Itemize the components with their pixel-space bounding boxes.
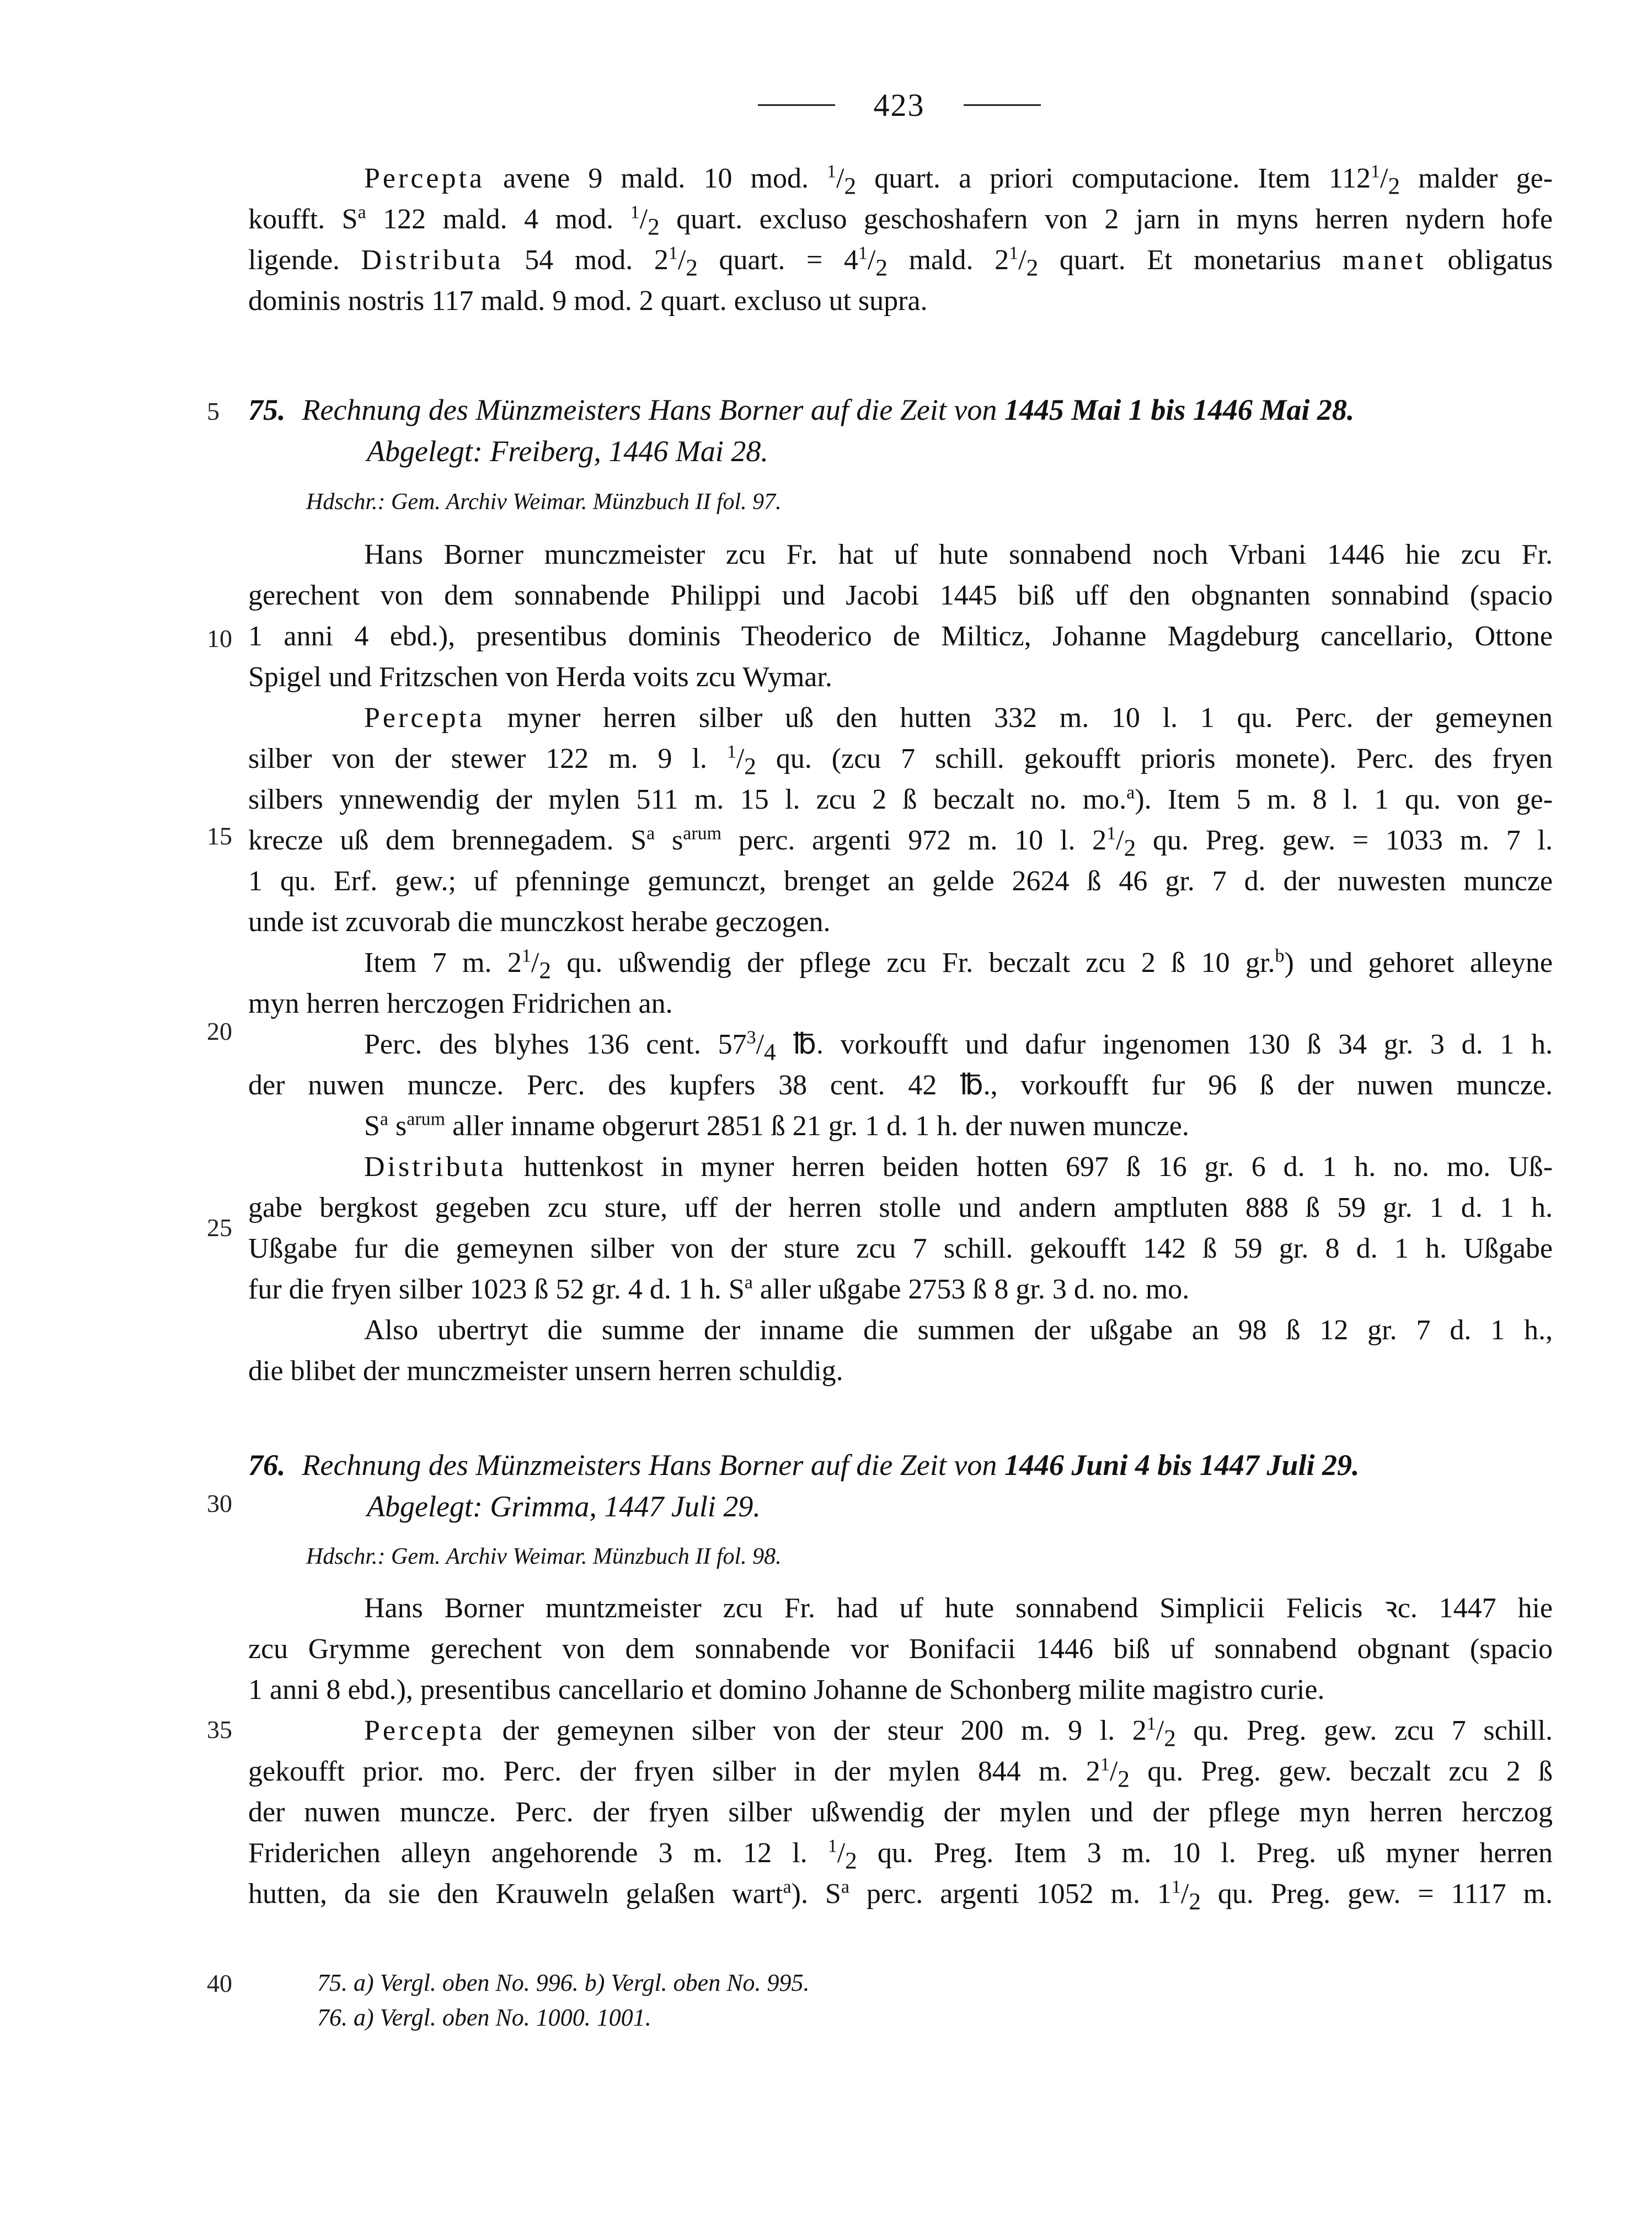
text-line: $S^a$ $s^{arum}$ aller inname obgerurt 2851 ß 21 gr. 1 d. 1 h. der nuwen muncze. <box>364 1109 1189 1142</box>
entry-76-number: 76. <box>248 1448 286 1482</box>
entry-76-heading <box>248 1444 1553 1486</box>
entry-75-heading <box>248 389 1553 431</box>
entry-76-abgelegt: Abgelegt: Grimma, 1447 Juli 29. <box>367 1490 761 1523</box>
text-line: hutten, da sie den Krauweln gelaßen wart$^a$). $S^a$ perc. argenti 1052 m. $1^1/_2$ qu. Preg. gew. = 1117 m. <box>248 1877 1553 1915</box>
line-number: 15 <box>207 822 232 850</box>
text-line: 1 qu. Erf. gew.; uf pfenninge gemunczt, brenget an gelde 2624 ß 46 gr. 7 d. der nuwesten muncze <box>248 865 1553 897</box>
text-line: der nuwen muncze. Perc. des kupfers 38 cent. 42 ℔., vorkoufft fur 96 ß der nuwen muncze. <box>248 1070 1553 1101</box>
text-line: Hans Borner munczmeister zcu Fr. hat uf hute sonnabend noch Vrbani 1446 hie zcu Fr. <box>364 539 1553 570</box>
text-line: Spigel und Fritzschen von Herda voits zcu Wymar. <box>248 661 832 693</box>
text-line: Item 7 m. $2^1/_2$ qu. ußwendig der pflege zcu Fr. beczalt zcu 2 ß 10 gr.$^b$) und gehoret alleyne <box>364 945 1553 984</box>
line-number: 35 <box>207 1715 232 1744</box>
line-number: 10 <box>207 624 232 653</box>
entry-75-title: Rechnung des Münzmeisters Hans Borner auf die Zeit von <box>302 393 997 426</box>
page-header <box>747 83 1051 127</box>
entry-75-source: Hdschr.: Gem. Archiv Weimar. Münzbuch II fol. 97. <box>306 489 782 515</box>
text-line: silber von der stewer 122 m. 9 l. $^1/_2$ qu. (zcu 7 schill. gekoufft prioris monete). Perc. des fryen <box>248 741 1553 780</box>
entry-76-title: Rechnung des Münzmeisters Hans Borner auf die Zeit von <box>302 1448 997 1482</box>
header-rule-right <box>964 104 1041 106</box>
text-line: Percepta avene 9 mald. 10 mod. $^1/_2$ quart. a priori computacione. Item $112^1/_2$ malder ge- <box>364 161 1553 200</box>
text-line: myn herren herczogen Fridrichen an. <box>248 988 673 1019</box>
text-line: Also ubertryt die summe der inname die summen der ußgabe an 98 ß 12 gr. 7 d. 1 h., <box>364 1314 1553 1346</box>
text-line: Friderichen alleyn angehorende 3 m. 12 l. $^1/_2$ qu. Preg. Item 3 m. 10 l. Preg. uß myner herren <box>248 1836 1553 1874</box>
line-number: 5 <box>207 397 220 425</box>
text-line: 1 anni 4 ebd.), presentibus dominis Theoderico de Milticz, Johanne Magdeburg cancellario, Ottone <box>248 621 1553 652</box>
text-line: die blibet der munczmeister unsern herren schuldig. <box>248 1355 843 1387</box>
line-number: 20 <box>207 1017 232 1045</box>
footnote-76: 76. a) Vergl. oben No. 1000. 1001. <box>317 2004 651 2031</box>
header-rule-left <box>758 104 835 106</box>
text-line: gabe bergkost gegeben zcu sture, uff der herren stolle und andern amptluten 888 ß 59 gr. 1 d. 1 h. <box>248 1192 1553 1223</box>
text-line: gerechent von dem sonnabende Philippi und Jacobi 1445 biß uff den obgnanten sonnabind (spacio <box>248 580 1553 611</box>
text-line: krecze uß dem brennegadem. $S^a$ $s^{arum}$ perc. argenti 972 m. 10 l. $2^1/_2$ qu. Preg. gew. = 1033 m. 7 l. <box>248 823 1553 862</box>
text-line: Ußgabe fur die gemeynen silber von der sture zcu 7 schill. gekoufft 142 ß 59 gr. 8 d. 1 h. Ußgabe <box>248 1233 1553 1264</box>
entry-76-date: 1446 Juni 4 bis 1447 Juli 29. <box>1004 1448 1360 1482</box>
text-line: zcu Grymme gerechent von dem sonnabende vor Bonifacii 1446 biß uf sonnabend obgnant (spacio <box>248 1633 1553 1665</box>
line-number: 30 <box>207 1489 232 1517</box>
text-line: Hans Borner muntzmeister zcu Fr. had uf hute sonnabend Simplicii Felicis ꝛc. 1447 hie <box>364 1592 1553 1624</box>
text-line: ligende. Distributa 54 mod. $2^1/_2$ quart. = $4^1/_2$ mald. $2^1/_2$ quart. Et monetarius manet obligatus <box>248 243 1553 281</box>
footnote-75: 75. a) Vergl. oben No. 996. b) Vergl. oben No. 995. <box>317 1969 810 1996</box>
page-number: 423 <box>873 87 925 123</box>
text-line: 1 anni 8 ebd.), presentibus cancellario et domino Johanne de Schonberg milite magistro curie. <box>248 1674 1325 1706</box>
entry-76-source: Hdschr.: Gem. Archiv Weimar. Münzbuch II fol. 98. <box>306 1544 782 1569</box>
entry-75-date: 1445 Mai 1 bis 1446 Mai 28. <box>1004 393 1355 426</box>
entry-75-abgelegt: Abgelegt: Freiberg, 1446 Mai 28. <box>367 435 768 468</box>
text-line: unde ist zcuvorab die munczkost herabe geczogen. <box>248 906 831 938</box>
text-line: silbers ynnewendig der mylen 511 m. 15 l. zcu 2 ß beczalt no. mo.$^a$). Item 5 m. 8 l. 1 qu. von ge- <box>248 782 1553 815</box>
text-line: koufft. $S^a$ 122 mald. 4 mod. $^1/_2$ quart. excluso geschoshafern von 2 jarn in myns herren nydern hofe <box>248 202 1553 240</box>
text-line: gekoufft prior. mo. Perc. der fryen silber in der mylen 844 m. $2^1/_2$ qu. Preg. gew. beczalt zcu 2 ß <box>248 1754 1553 1793</box>
text-line: Distributa huttenkost in myner herren beiden hotten 697 ß 16 gr. 6 d. 1 h. no. mo. Uß- <box>364 1151 1553 1183</box>
text-line: Percepta der gemeynen silber von der steur 200 m. 9 l. $2^1/_2$ qu. Preg. gew. zcu 7 schill. <box>364 1713 1553 1752</box>
line-number: 25 <box>207 1214 232 1242</box>
line-number: 40 <box>207 1969 232 1997</box>
text-line: fur die fryen silber 1023 ß 52 gr. 4 d. 1 h. $S^a$ aller ußgabe 2753 ß 8 gr. 3 d. no. mo. <box>248 1272 1190 1305</box>
text-line: Percepta myner herren silber uß den hutten 332 m. 10 l. 1 qu. Perc. der gemeynen <box>364 702 1553 734</box>
text-line: der nuwen muncze. Perc. der fryen silber ußwendig der mylen und der pflege myn herren herczog <box>248 1797 1553 1828</box>
text-line: dominis nostris 117 mald. 9 mod. 2 quart. excluso ut supra. <box>248 285 928 317</box>
entry-75-number: 75. <box>248 393 286 426</box>
text-line: Perc. des blyhes 136 cent. $57^3/_4$ ℔. vorkoufft und dafur ingenomen 130 ß 34 gr. 3 d. 1 h. <box>364 1027 1553 1066</box>
